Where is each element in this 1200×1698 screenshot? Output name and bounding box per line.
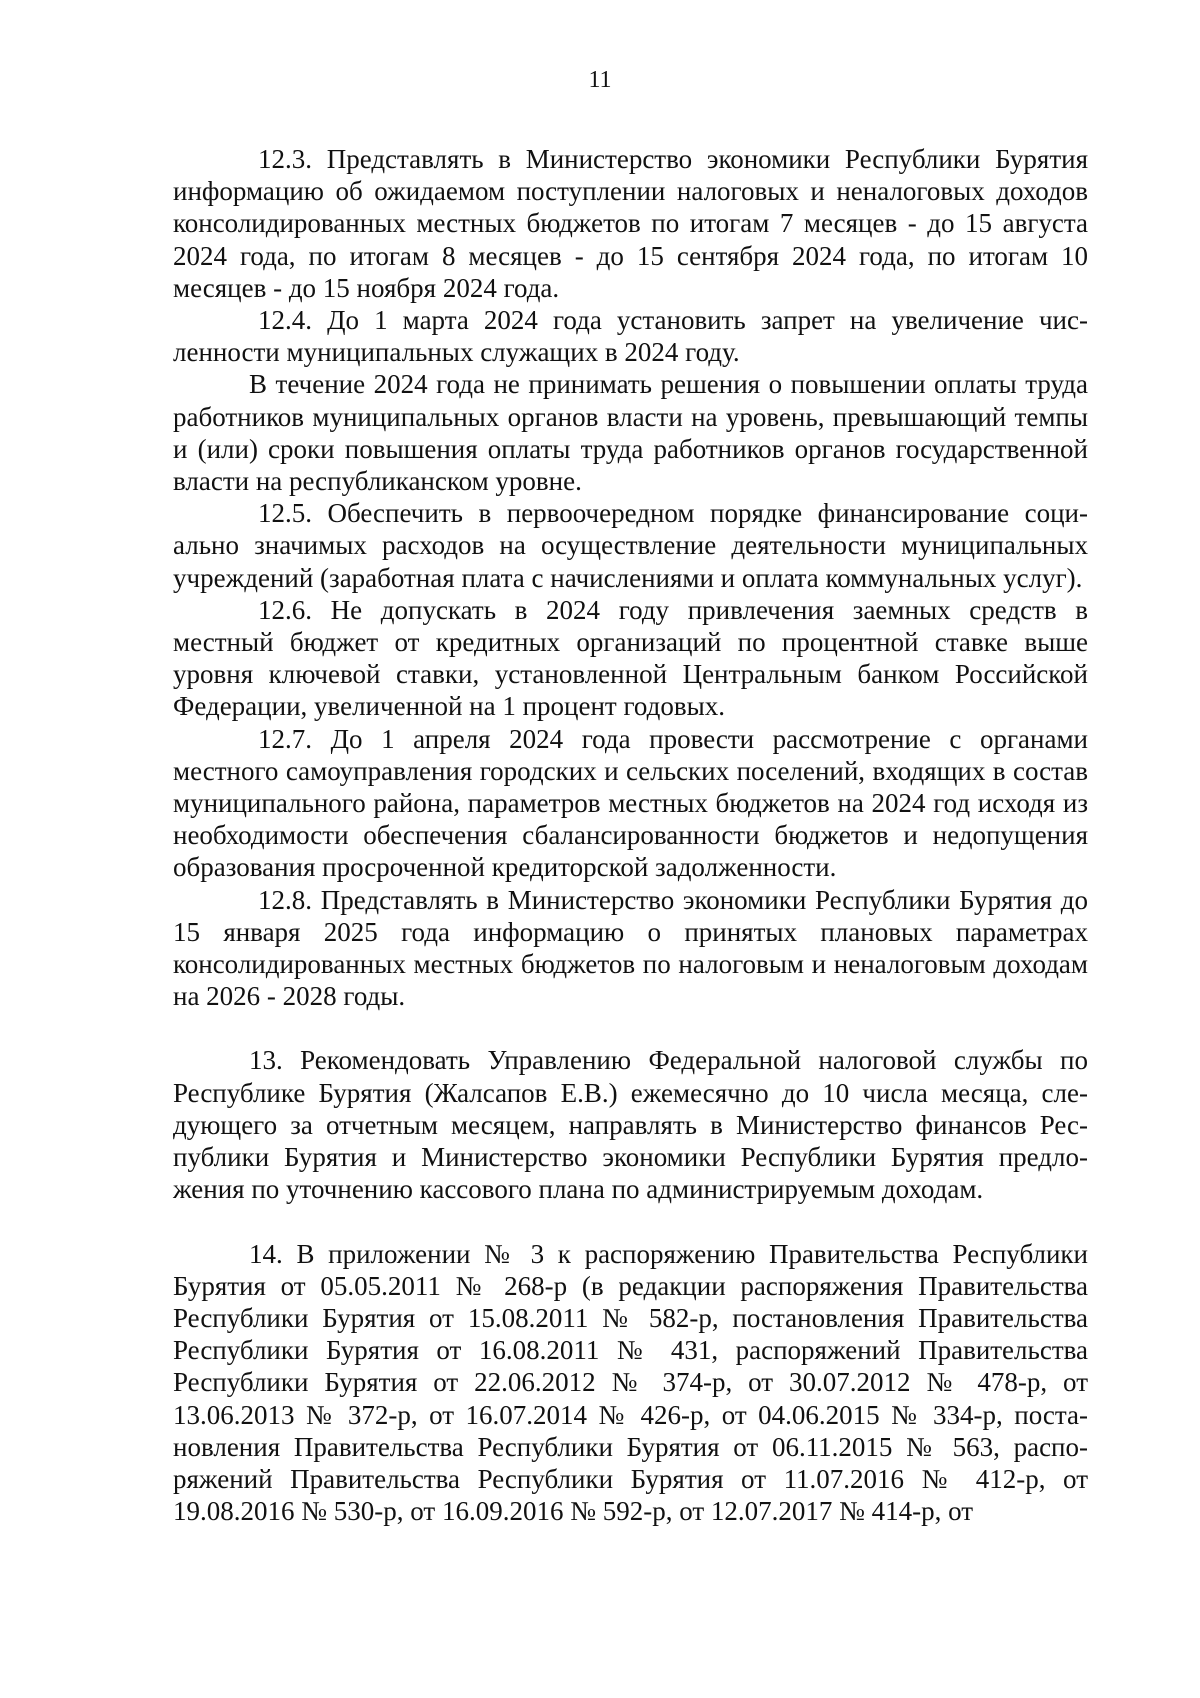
paragraph-12-8: 12.8. Представлять в Министерство экономики Республики Бурятия до 15 января 2025 года информацию о принятых плановых параметрах консолидированных местных бюджетов по налоговым и неналоговым доходам на 2026 - 2028 годы. (173, 884, 1088, 1012)
document-body (173, 143, 1088, 1527)
paragraph-14: 14. В приложении № 3 к распоряжению Правительства Республики Бурятия от 05.05.2011 № 268-р (в редакции распоряжения Правительства Республики Бурятия от 15.08.2011 № 582-р, постановления Правительства Республики Бурятия от 16.08.2011 № 431, распоряжений Правительства Республики Бурятия от 22.06.2012 № 374-р, от 30.07.2012 № 478-р, от 13.06.2013 № 372-р, от 16.07.2014 № 426-р, от 04.06.2015 № 334-р, постановления Правительства Республики Бурятия от 06.11.2015 № 563, распоряжений Правительства Республики Бурятия от 11.07.2016 № 412-р, от 19.08.2016 № 530-р, от 16.09.2016 № 592-р, от 12.07.2017 № 414-р, от (173, 1238, 1088, 1527)
paragraph-12-3: 12.3. Представлять в Министерство экономики Республики Бурятия информацию об ожидаемом поступлении налоговых и неналоговых доходов консолидированных местных бюджетов по итогам 7 месяцев - до 15 августа 2024 года, по итогам 8 месяцев - до 15 сентября 2024 года, по итогам 10 месяцев - до 15 ноября 2024 года. (173, 144, 1088, 303)
paragraph-12-4: 12.4. До 1 марта 2024 года установить запрет на увеличение численности муниципальных служащих в 2024 году. (173, 305, 1088, 368)
page-number: 11 (588, 67, 612, 93)
paragraph-12-5: 12.5. Обеспечить в первоочередном порядке финансирование социально значимых расходов на осуществление деятельности муниципальных учреждений (заработная плата с начислениями и оплата коммунальных услуг). (173, 498, 1088, 593)
paragraph-13: 13. Рекомендовать Управлению Федеральной налоговой службы по Республике Бурятия (Жалсапов Е.В.) ежемесячно до 10 числа месяца, следующего за отчетным месяцем, направлять в Министерство финансов Республики Бурятия и Министерство экономики Республики Бурятия предложения по уточнению кассового плана по администрируемым доходам. (173, 1045, 1088, 1205)
paragraph-12-7: 12.7. До 1 апреля 2024 года провести рассмотрение с органами местного самоуправления городских и сельских поселений, входящих в состав муниципального района, параметров местных бюджетов на 2024 год исходя из необходимости обеспечения сбалансированности бюджетов и недопущения образования просроченной кредиторской задолженности. (173, 723, 1088, 883)
paragraph-12-4-continued: В течение 2024 года не принимать решения о повышении оплаты труда работников муниципальных органов власти на уровень, превышающий темпы и (или) сроки повышения оплаты труда работников органов государственной власти на республиканском уровне. (173, 369, 1088, 497)
paragraph-12-6: 12.6. Не допускать в 2024 году привлечения заемных средств в местный бюджет от кредитных организаций по процентной ставке выше уровня ключевой ставки, установленной Центральным банком Российской Федерации, увеличенной на 1 процент годовых. (173, 594, 1088, 722)
